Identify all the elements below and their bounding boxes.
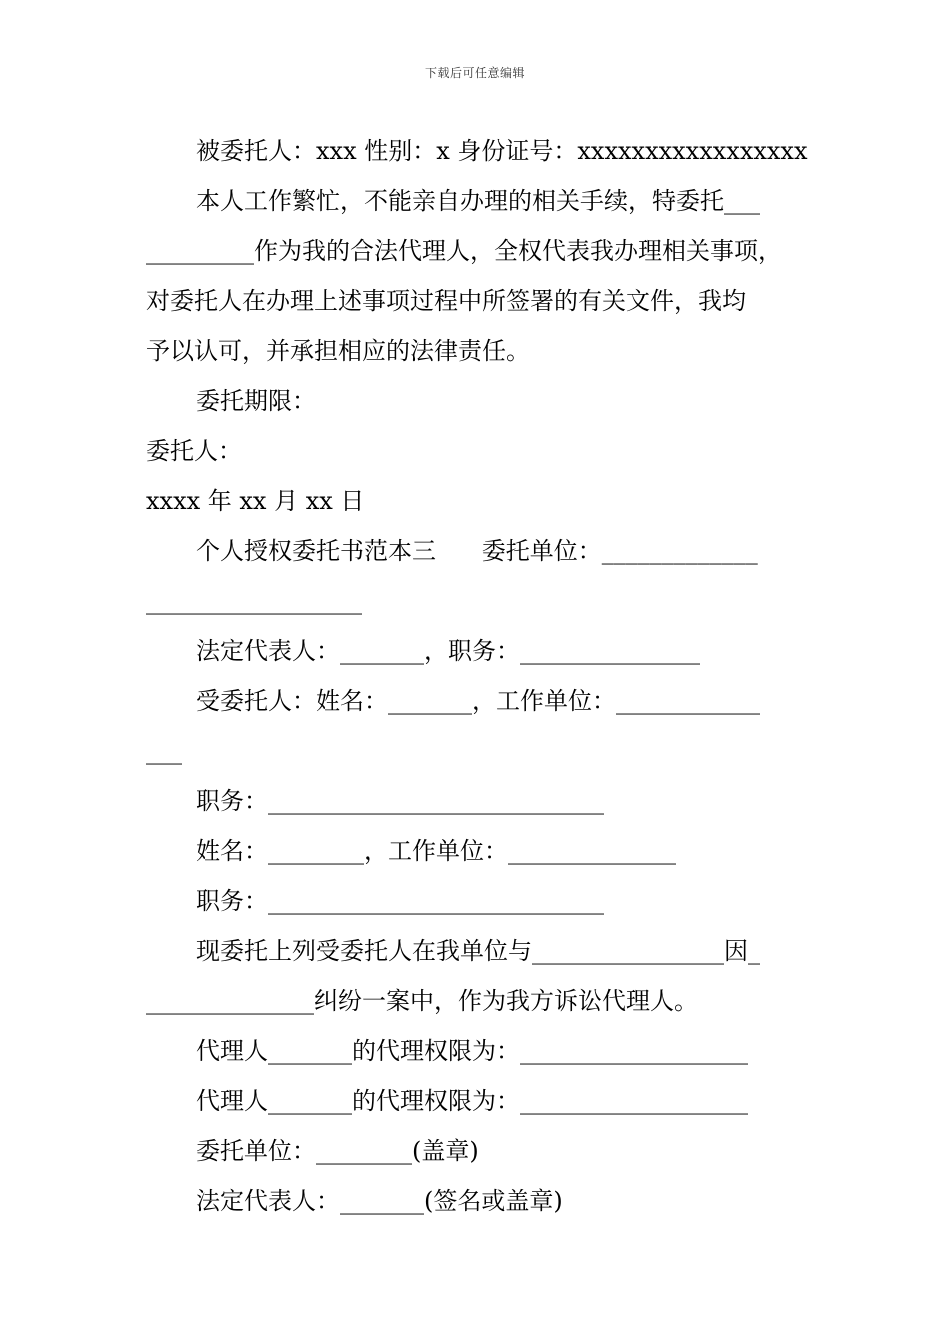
- header-note: 下载后可任意编辑: [424, 66, 525, 80]
- line-unit-seal: 委托单位：________(盖章): [196, 1137, 479, 1165]
- line-agent-authority-2: 代理人_______的代理权限为：___________________: [196, 1087, 748, 1115]
- line-dispute-1: 现委托上列受委托人在我单位与________________因_: [196, 937, 760, 965]
- line-paragraph-2: _________作为我的合法代理人，全权代表我办理相关事项，: [146, 237, 782, 265]
- line-agent-authority-1: 代理人_______的代理权限为：___________________: [196, 1037, 748, 1065]
- line-agent-name: 受委托人：姓名：_______，工作单位：____________: [196, 687, 760, 715]
- line-entrusted-person: 被委托人：xxx 性别：x 身份证号：xxxxxxxxxxxxxxxxx: [196, 137, 808, 165]
- line-agent-unit-blank: ___: [146, 737, 182, 765]
- line-name-2: 姓名：________，工作单位：______________: [196, 837, 676, 865]
- line-template-three-title: 个人授权委托书范本三 委托单位：_____________: [196, 537, 758, 565]
- line-position-2: 职务：____________________________: [196, 887, 604, 915]
- line-term: 委托期限：: [196, 387, 316, 415]
- line-principal: 委托人：: [146, 437, 242, 465]
- line-unit-blank: __________________: [146, 587, 362, 615]
- line-paragraph-3: 对委托人在办理上述事项过程中所签署的有关文件，我均: [146, 287, 746, 315]
- line-legal-rep-sign: 法定代表人：_______(签名或盖章): [196, 1187, 563, 1215]
- line-legal-rep: 法定代表人：_______，职务：_______________: [196, 637, 700, 665]
- line-date: xxxx 年 xx 月 xx 日: [146, 487, 365, 515]
- line-paragraph-4: 予以认可，并承担相应的法律责任。: [146, 337, 530, 365]
- line-dispute-2: ______________纠纷一案中，作为我方诉讼代理人。: [146, 987, 698, 1015]
- line-position-1: 职务：____________________________: [196, 787, 604, 815]
- line-paragraph-1: 本人工作繁忙，不能亲自办理的相关手续，特委托___: [196, 187, 760, 215]
